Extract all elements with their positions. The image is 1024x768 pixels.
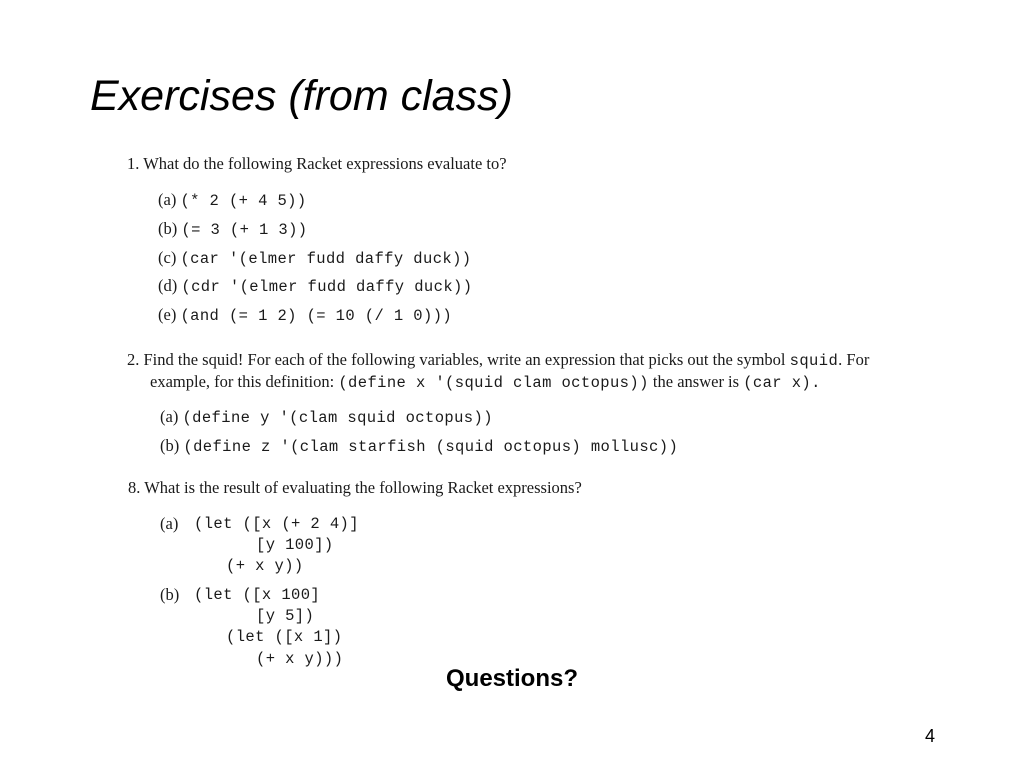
exercise-2-item-a — [160, 407, 493, 427]
slide-title: Exercises (from class) — [90, 72, 513, 120]
questions-prompt: Questions? — [446, 665, 579, 692]
item-label: (a) — [158, 190, 177, 209]
exercise-1-item-e — [158, 305, 452, 325]
code-line: (let ([x (+ 2 4)] — [194, 515, 359, 533]
code-line: [y 100]) — [256, 536, 334, 554]
item-code: (define z '(clam starfish (squid octopus) mollusc)) — [183, 438, 679, 456]
code-line: (+ x y)) — [226, 557, 304, 575]
item-label: (a) — [160, 514, 179, 533]
exercise-2-example — [150, 372, 821, 392]
code-line: (let ([x 1]) — [226, 628, 343, 646]
exercise-2-text: Find the squid! For each of the following variables, write an expression that picks out the symbol — [143, 350, 786, 369]
exercise-2-number: 2. — [127, 350, 140, 369]
example-period: . — [811, 374, 821, 392]
item-label: (e) — [158, 305, 177, 324]
exercise-2-prompt — [127, 350, 869, 370]
exercise-1-item-c — [158, 248, 472, 268]
exercise-1-item-d — [158, 276, 472, 296]
item-label: (d) — [158, 276, 178, 295]
item-label: (b) — [158, 219, 178, 238]
exercise-1-prompt — [127, 154, 507, 174]
exercise-2-item-b — [160, 436, 678, 456]
page-number: 4 — [925, 726, 936, 746]
exercise-8-text: What is the result of evaluating the following Racket expressions? — [144, 478, 582, 497]
item-code: (* 2 (+ 4 5)) — [180, 192, 307, 210]
exercise-8-prompt — [128, 478, 582, 498]
item-code: (cdr '(elmer fudd daffy duck)) — [181, 278, 473, 296]
exercise-2-text-end: . For — [838, 350, 870, 369]
item-code: (and (= 1 2) (= 10 (/ 1 0))) — [180, 307, 453, 325]
example-answer-code: (car x) — [743, 374, 812, 392]
exercise-1-text: What do the following Racket expressions evaluate to? — [143, 154, 507, 173]
exercise-8-item-b-label — [160, 585, 179, 605]
exercise-1-item-a — [158, 190, 307, 210]
exercise-8-number: 8. — [128, 478, 141, 497]
example-definition: (define x '(squid clam octopus)) — [338, 374, 649, 392]
item-label: (b) — [160, 585, 180, 604]
exercise-1-item-b — [158, 219, 308, 239]
code-line: (let ([x 100] — [194, 586, 321, 604]
code-line: (+ x y))) — [256, 650, 344, 668]
exercise-8-item-a-label — [160, 514, 178, 534]
item-label: (a) — [160, 407, 179, 426]
code-line: [y 5]) — [256, 607, 315, 625]
example-answer-text: the answer is — [652, 372, 740, 391]
item-code: (define y '(clam squid octopus)) — [182, 409, 493, 427]
item-label: (c) — [158, 248, 177, 267]
exercise-1-number: 1. — [127, 154, 140, 173]
squid-symbol: squid — [789, 352, 839, 370]
item-code: (= 3 (+ 1 3)) — [181, 221, 308, 239]
example-text: example, for this definition: — [150, 372, 335, 391]
item-code: (car '(elmer fudd daffy duck)) — [180, 250, 472, 268]
item-label: (b) — [160, 436, 180, 455]
